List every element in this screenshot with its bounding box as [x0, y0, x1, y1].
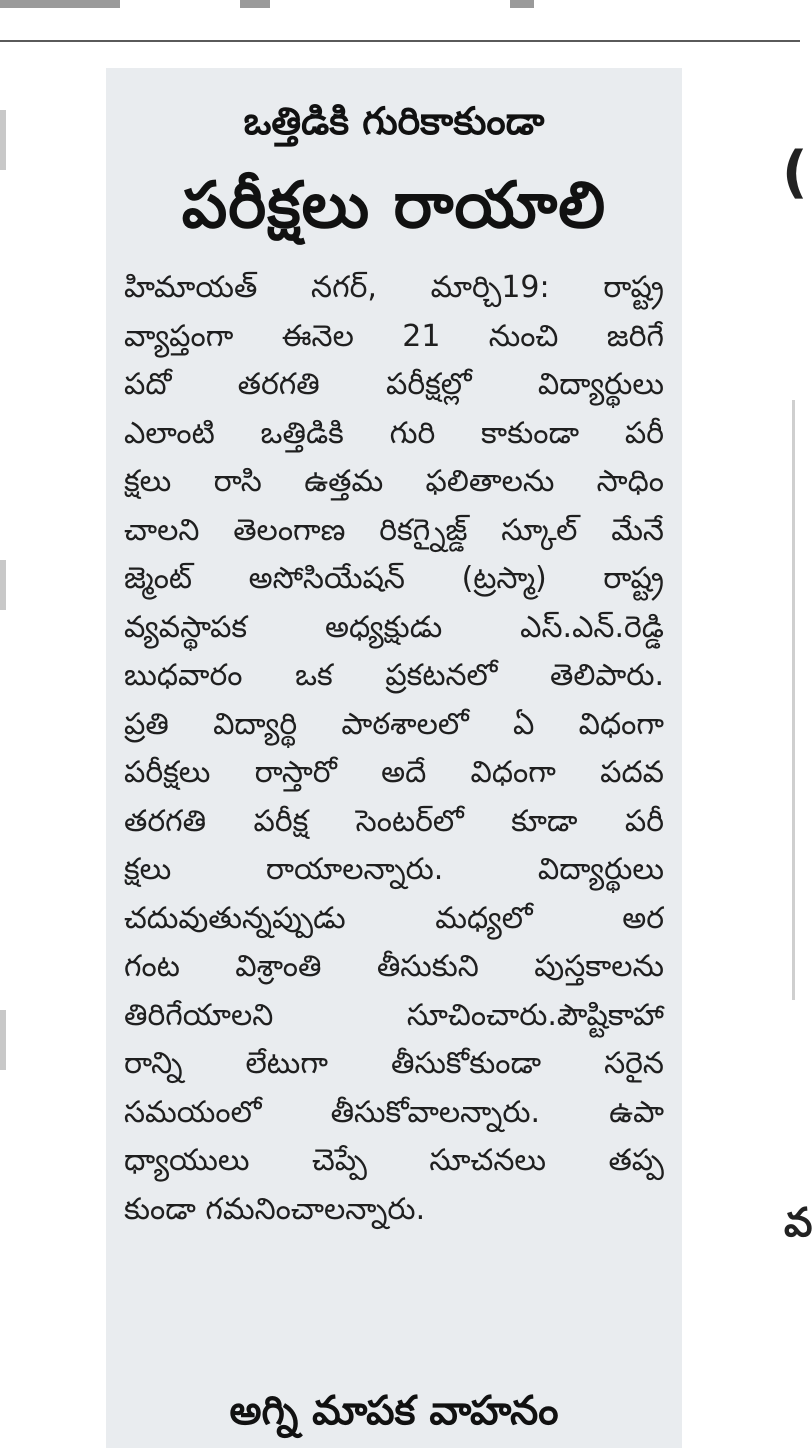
article-body-line: కుండా గమనించాలన్నారు.: [124, 1191, 426, 1227]
article-body-line: క్షలు రాసి ఉత్తమ ఫలితాలను సాధిం: [124, 464, 664, 499]
article-body-line: సమయంలో తీసుకోవాలన్నారు. ఉపా: [124, 1094, 664, 1130]
article-body-line: క్షలు రాయాలన్నారు. విద్యార్థులు: [124, 852, 664, 887]
article-body-line: హిమాయత్ నగర్, మార్చి19: రాష్ట్ర: [124, 270, 664, 305]
article-body-line: చాలని తెలంగాణ రికగ్నైజ్డ్ స్కూల్ మేనే: [124, 512, 664, 548]
article-headline: పరీక్షలు రాయాలి: [181, 169, 607, 243]
article-body-line: తరగతి పరీక్ష సెంటర్‌లో కూడా పరీ: [124, 803, 664, 839]
article-body-line: ప్రతి విద్యార్థి పాఠశాలలో ఏ విధంగా: [124, 706, 664, 742]
next-article-headline: అగ్ని మాపక వాహనం: [229, 1388, 559, 1434]
article-body-line: బుధవారం ఒక ప్రకటనలో తెలిపారు.: [124, 658, 664, 693]
article-body: [124, 264, 664, 1234]
right-column-fragment-top: (: [782, 140, 808, 205]
right-column-fragment-bottom: వ: [784, 1200, 812, 1246]
clipped-text-top-3: [510, 0, 534, 8]
article-kicker: ఒత్తిడికి గురికాకుండా: [243, 99, 545, 143]
clipped-text-top-1: [0, 0, 120, 8]
article-body-line: పరీక్షలు రాస్తారో అదే విధంగా పదవ: [124, 755, 664, 790]
article-body-line: రాన్ని లేటుగా తీసుకోకుండా సరైన: [124, 1046, 664, 1081]
article-body-line: గంట విశ్రాంతి తీసుకుని పుస్తకాలను: [124, 949, 664, 984]
left-column-edge: [0, 1010, 6, 1070]
article-body-line: వ్యవస్థాపక అధ్యక్షుడు ఎస్.ఎన్.రెడ్డి: [124, 609, 664, 645]
left-column-edge: [0, 560, 6, 610]
clipped-text-top-2: [240, 0, 270, 8]
right-column-edge: [792, 400, 795, 1000]
article-body-line: వ్యాప్తంగా ఈనెల 21 నుంచి జరిగే: [124, 318, 664, 354]
page-top-rule: [0, 40, 800, 42]
article-body-line: చదువుతున్నప్పుడు మధ్యలో అర: [124, 900, 664, 936]
left-column-edge: [0, 110, 6, 170]
article-body-line: ఎలాంటి ఒత్తిడికి గురి కాకుండా పరీ: [124, 415, 664, 451]
article-body-line: పదో తరగతి పరీక్షల్లో విద్యార్థులు: [124, 367, 664, 402]
news-article-box: [106, 68, 682, 1448]
article-body-line: తిరిగేయాలని సూచించారు.పౌష్టికాహా: [124, 997, 664, 1033]
article-body-line: ధ్యాయులు చెప్పే సూచనలు తప్ప: [124, 1143, 664, 1178]
article-body-line: జ్మెంట్ అసోసియేషన్ (ట్రస్మా) రాష్ట్ర: [124, 561, 664, 596]
